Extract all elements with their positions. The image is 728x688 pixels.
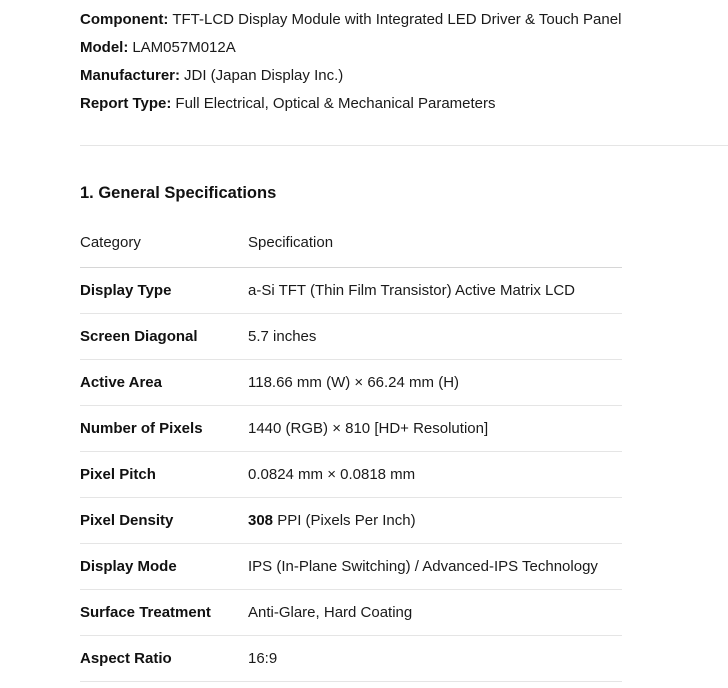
table-row <box>80 498 622 544</box>
table-row <box>80 590 622 636</box>
category-cell: Aspect Ratio <box>80 636 248 682</box>
spec-bold-part: 308 <box>248 512 274 529</box>
column-header-specification: Specification <box>248 234 622 268</box>
spec-text: 0.0824 mm × 0.0818 mm <box>248 466 416 483</box>
category-cell: Screen Diagonal <box>80 314 248 360</box>
category-cell: Surface Treatment <box>80 590 248 636</box>
spec-cell <box>248 498 622 544</box>
category-cell: Pixel Pitch <box>80 452 248 498</box>
header-label-component: Component: <box>80 11 169 28</box>
section-title: 1. General Specifications <box>80 184 277 202</box>
header-line-manufacturer <box>80 62 728 90</box>
header-value-component: TFT-LCD Display Module with Integrated LED Driver & Touch Panel <box>172 11 622 28</box>
table-row <box>80 636 622 682</box>
category-cell: Active Area <box>80 360 248 406</box>
header-line-model <box>80 34 728 62</box>
spec-text: IPS (In-Plane Switching) / Advanced-IPS Technology <box>248 558 598 575</box>
header-label-model: Model: <box>80 39 129 56</box>
spec-cell <box>248 406 622 452</box>
header-value-manufacturer: JDI (Japan Display Inc.) <box>184 67 344 84</box>
spec-cell <box>248 590 622 636</box>
header-value-report-type: Full Electrical, Optical & Mechanical Parameters <box>175 95 496 112</box>
spec-text: PPI (Pixels Per Inch) <box>273 512 416 529</box>
table-row <box>80 360 622 406</box>
spec-cell <box>248 268 622 314</box>
header-divider <box>80 145 728 146</box>
spec-text: 118.66 mm (W) × 66.24 mm (H) <box>248 374 460 391</box>
header-line-report-type <box>80 90 728 118</box>
header-label-manufacturer: Manufacturer: <box>80 67 181 84</box>
category-cell: Number of Pixels <box>80 406 248 452</box>
header-label-report-type: Report Type: <box>80 95 172 112</box>
spec-cell <box>248 544 622 590</box>
column-header-category: Category <box>80 234 248 268</box>
spec-text: 16:9 <box>248 650 278 667</box>
report-header <box>80 6 728 118</box>
spec-text: Anti-Glare, Hard Coating <box>248 604 413 621</box>
spec-cell <box>248 314 622 360</box>
spec-table-header-row <box>80 234 622 268</box>
category-cell: Pixel Density <box>80 498 248 544</box>
spec-cell <box>248 636 622 682</box>
header-value-model: LAM057M012A <box>132 39 236 56</box>
spec-text: 1440 (RGB) × 810 [HD+ Resolution] <box>248 420 489 437</box>
table-row <box>80 314 622 360</box>
table-row <box>80 406 622 452</box>
general-specifications-table <box>80 234 622 682</box>
spec-table-body <box>80 268 622 682</box>
category-cell: Display Type <box>80 268 248 314</box>
category-cell: Display Mode <box>80 544 248 590</box>
spec-cell <box>248 452 622 498</box>
header-line-component <box>80 6 728 34</box>
spec-table-head <box>80 234 622 268</box>
table-row <box>80 544 622 590</box>
table-row <box>80 452 622 498</box>
spec-cell <box>248 360 622 406</box>
spec-text: 5.7 inches <box>248 328 317 345</box>
spec-text: a-Si TFT (Thin Film Transistor) Active Matrix LCD <box>248 282 575 299</box>
table-row <box>80 268 622 314</box>
